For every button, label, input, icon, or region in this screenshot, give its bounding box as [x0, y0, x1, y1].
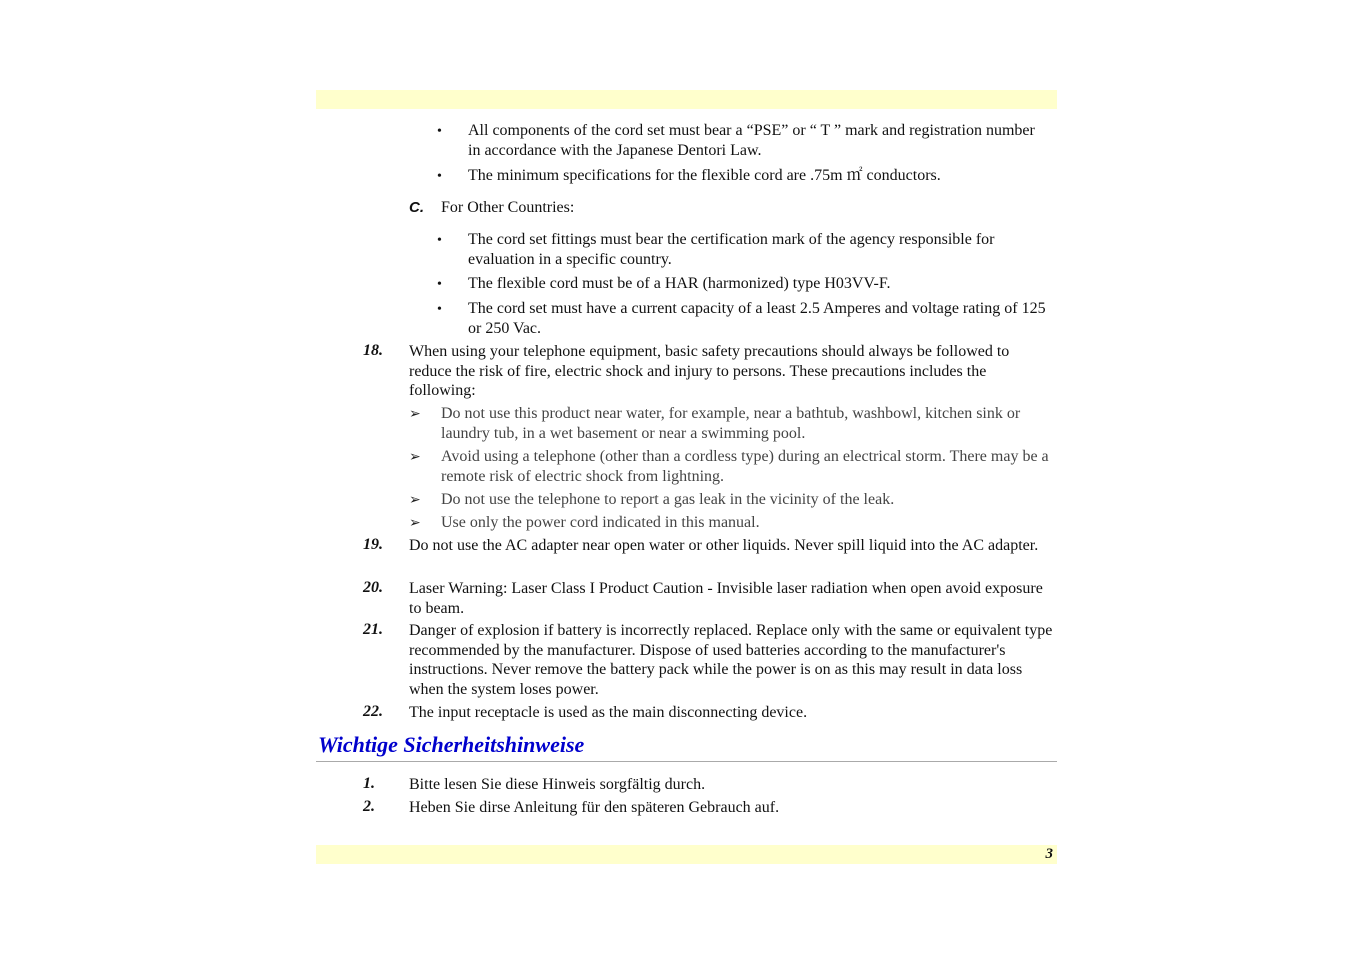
- arrow-bullet-icon: ➢: [409, 407, 421, 422]
- item-number: 20.: [363, 579, 383, 596]
- item-number: 1.: [363, 775, 375, 792]
- list-item: The minimum specifications for the flexible cord are .75m ㎡ conductors.: [468, 167, 941, 184]
- bullet-icon: •: [437, 124, 442, 139]
- page-number: 3: [1045, 846, 1053, 862]
- precaution-item: Do not use this product near water, for example, near a bathtub, washbowl, kitchen sink or laundry tub, in a wet basement or near a swimming pool.: [441, 405, 1021, 442]
- item-number: 21.: [363, 621, 383, 638]
- numbered-item: Do not use the AC adapter near open water or other liquids. Never spill liquid into the AC adapter.: [409, 537, 1039, 554]
- arrow-bullet-icon: ➢: [409, 516, 421, 531]
- bullet-icon: •: [437, 169, 442, 184]
- precaution-item: Do not use the telephone to report a gas leak in the vicinity of the leak.: [441, 491, 895, 508]
- list-item: The cord set must have a current capacity of a least 2.5 Amperes and voltage rating of 125 or 250 Vac.: [468, 300, 1046, 337]
- arrow-bullet-icon: ➢: [409, 493, 421, 508]
- numbered-item: When using your telephone equipment, basic safety precautions should always be followed to reduce the risk of fire, electric shock and injury to persons. These precautions includes the following:: [409, 343, 1010, 399]
- section-heading: Wichtige Sicherheitshinweise: [318, 732, 585, 757]
- bullet-icon: •: [437, 277, 442, 292]
- item-number: 2.: [363, 798, 375, 815]
- section-letter: C.: [409, 199, 424, 216]
- precaution-item: Use only the power cord indicated in this manual.: [441, 514, 760, 531]
- numbered-item: The input receptacle is used as the main disconnecting device.: [409, 704, 808, 721]
- section-title: For Other Countries:: [441, 199, 575, 216]
- list-item: The flexible cord must be of a HAR (harmonized) type H03VV-F.: [468, 275, 891, 292]
- numbered-item: Heben Sie dirse Anleitung für den späteren Gebrauch auf.: [409, 799, 780, 816]
- item-number: 18.: [363, 342, 383, 359]
- page-content: [316, 90, 1057, 850]
- numbered-item: Bitte lesen Sie diese Hinweis sorgfältig durch.: [409, 776, 706, 793]
- precaution-item: Avoid using a telephone (other than a cordless type) during an electrical storm. There may be a remote risk of electric shock from lightning.: [441, 448, 1049, 485]
- list-item: The cord set fittings must bear the certification mark of the agency responsible for evaluation in a specific country.: [468, 231, 995, 268]
- arrow-bullet-icon: ➢: [409, 450, 421, 465]
- item-number: 19.: [363, 536, 383, 553]
- list-item: All components of the cord set must bear a “PSE” or “ T ” mark and registration number in accordance with the Japanese Dentori Law.: [468, 122, 1035, 159]
- item-number: 22.: [363, 703, 383, 720]
- numbered-item: Danger of explosion if battery is incorrectly replaced. Replace only with the same or equivalent type recommended by the manufacturer. Dispose of used batteries according to the manufacturer's instructions. Never remove the battery pack while the power is on as this may result in data loss when the system loses power.: [409, 622, 1053, 698]
- bullet-icon: •: [437, 302, 442, 317]
- heading-divider: [316, 761, 1057, 762]
- bullet-icon: •: [437, 233, 442, 248]
- numbered-item: Laser Warning: Laser Class I Product Caution - Invisible laser radiation when open avoid exposure to beam.: [409, 580, 1043, 617]
